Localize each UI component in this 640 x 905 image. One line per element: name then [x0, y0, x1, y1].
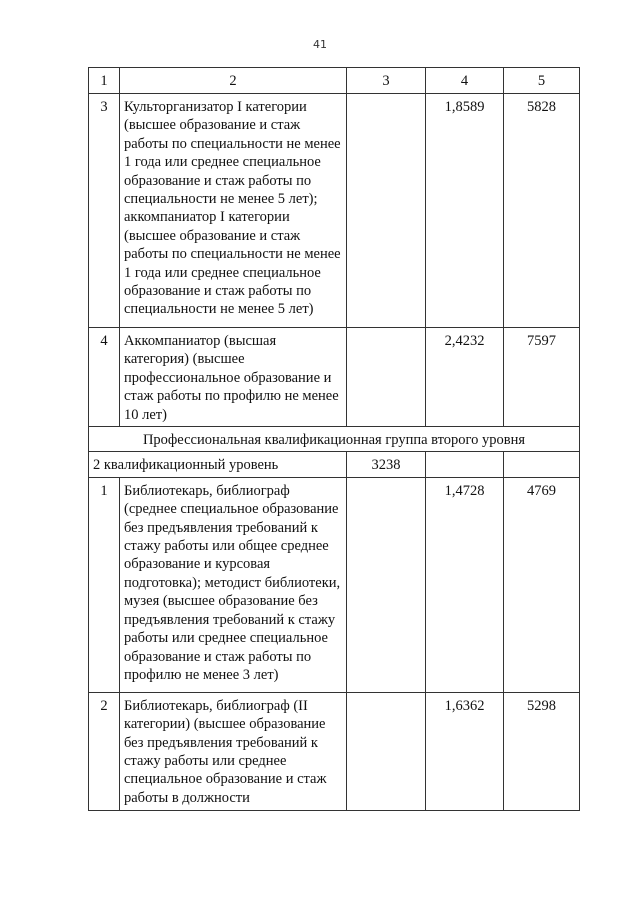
row-number: 2 [89, 692, 120, 810]
empty-cell [426, 452, 504, 477]
base-salary-cell [347, 477, 426, 692]
row-number: 1 [89, 477, 120, 692]
page-number: 41 [313, 38, 327, 51]
row-number: 3 [89, 94, 120, 328]
header-cell-1: 1 [89, 68, 120, 94]
salary-cell: 7597 [504, 328, 580, 427]
table-row [89, 477, 580, 692]
position-description: Библиотекарь, библиограф (среднее специальное образование без предъявления требований к стажу работы или общее среднее образование и курсовая подготовка); методист библиотеки, музея (высшее образование без предъявления требований к стажу работы или среднее специальное образование и стаж работы по профилю не менее 3 лет) [120, 477, 347, 692]
coefficient-cell: 1,6362 [426, 692, 504, 810]
header-cell-4: 4 [426, 68, 504, 94]
table-header-row [89, 68, 580, 94]
table-row [89, 94, 580, 328]
group-title-row [89, 427, 580, 452]
table-row [89, 692, 580, 810]
table-row [89, 328, 580, 427]
coefficient-cell: 1,8589 [426, 94, 504, 328]
position-description: Аккомпаниатор (высшая категория) (высшее профессиональное образование и стаж работы по профилю не менее 10 лет) [120, 328, 347, 427]
salary-cell: 5298 [504, 692, 580, 810]
salary-cell: 5828 [504, 94, 580, 328]
qualification-level-row [89, 452, 580, 477]
header-cell-2: 2 [120, 68, 347, 94]
coefficient-cell: 2,4232 [426, 328, 504, 427]
position-description: Библиотекарь, библиограф (II категории) (высшее образование без предъявления требований к стажу работы или среднее специальное образование и стаж работы в должности [120, 692, 347, 810]
base-salary-cell [347, 94, 426, 328]
base-salary-cell [347, 692, 426, 810]
salary-table [88, 67, 580, 811]
row-number: 4 [89, 328, 120, 427]
base-salary-cell [347, 328, 426, 427]
qualification-level-base: 3238 [347, 452, 426, 477]
position-description: Культорганизатор I категории (высшее образование и стаж работы по специальности не менее 1 года или среднее специальное образование и стаж работы по специальности не менее 5 лет); аккомпаниатор I категории (высшее образование и стаж работы по специальности не менее 1 года или среднее специальное образование и стаж работы по специальности не менее 5 лет) [120, 94, 347, 328]
salary-cell: 4769 [504, 477, 580, 692]
empty-cell [504, 452, 580, 477]
group-title: Профессиональная квалификационная группа второго уровня [89, 427, 580, 452]
header-cell-3: 3 [347, 68, 426, 94]
qualification-level-label: 2 квалификационный уровень [89, 452, 347, 477]
coefficient-cell: 1,4728 [426, 477, 504, 692]
header-cell-5: 5 [504, 68, 580, 94]
